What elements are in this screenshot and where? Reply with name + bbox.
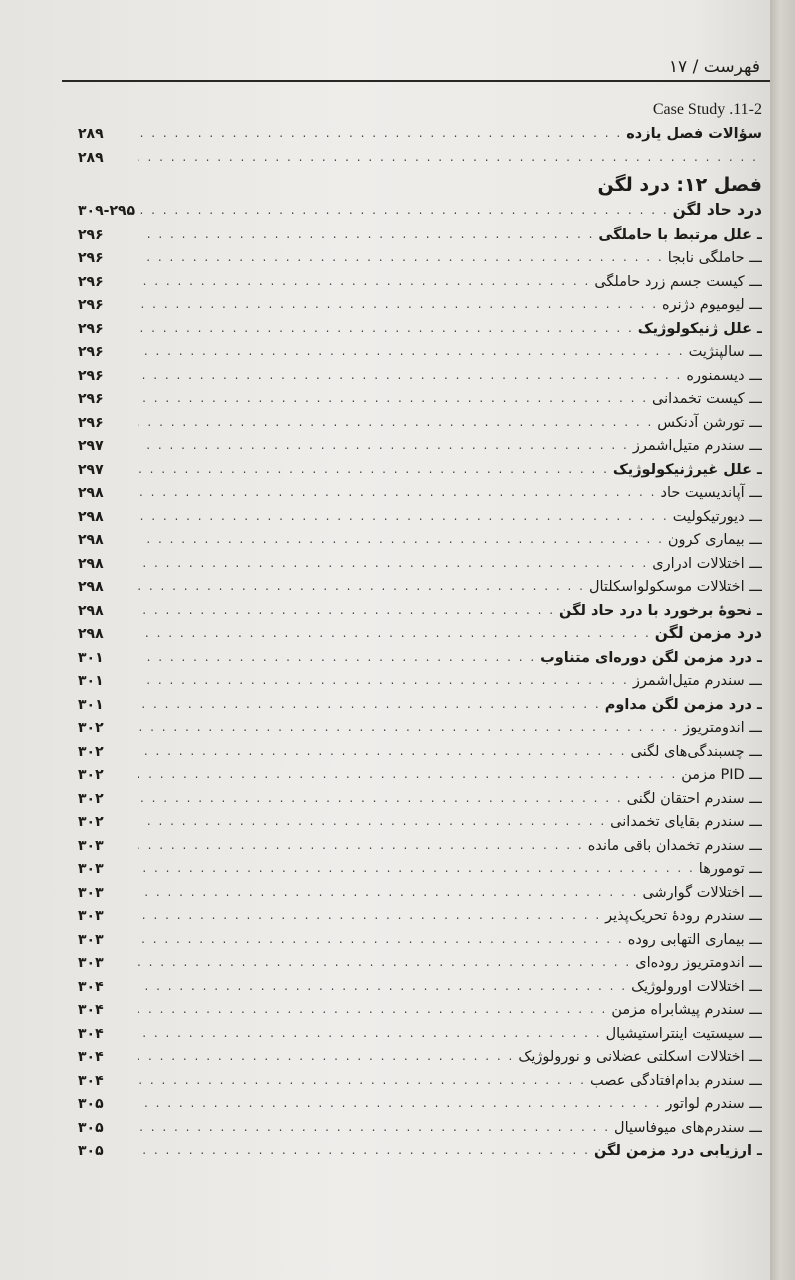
toc-entry (78, 830, 762, 854)
toc-title: ـ نحوهٔ برخورد با درد حاد لگن (559, 602, 762, 619)
toc-title: ـ علل ژنیکولوژیک (637, 320, 762, 337)
toc-page-number: ۲۹۶ (78, 320, 104, 337)
toc-entry (78, 572, 762, 596)
toc-title: ـــ سندرم رودهٔ تحریک‌پذیر (605, 908, 762, 924)
toc-entry (78, 971, 762, 995)
toc-dot-leader (138, 791, 623, 807)
toc-title: فصل ۱۲: درد لگن (597, 173, 762, 196)
toc-dot-leader (138, 885, 638, 901)
toc-entry (78, 166, 762, 196)
toc-dot-leader (138, 1002, 607, 1018)
toc-title: ـــ سندرم احتقان لگنی (626, 790, 762, 807)
toc-title: ـــ اختلالات موسکولواسکلتال (588, 579, 762, 595)
toc-entry (78, 807, 762, 831)
toc-dot-leader (138, 438, 629, 454)
toc-title: ـ ارزیابی درد مزمن لگن (594, 1143, 762, 1159)
toc-page-number: ۲۹۸ (78, 532, 104, 548)
toc-entry (78, 290, 762, 314)
toc-entry (78, 1065, 762, 1089)
toc-title: ـــ حاملگی نابجا (667, 250, 762, 266)
toc-entry (78, 877, 762, 901)
toc-dot-leader (138, 814, 606, 830)
toc-entry (78, 407, 762, 431)
toc-title: ـــ سندرم پیشابراه مزمن (611, 1002, 762, 1018)
toc-page-number: ۲۹۶ (78, 297, 104, 313)
toc-title: سؤالات فصل یازده (626, 126, 762, 142)
toc-page-number: ۲۸۹ (78, 149, 104, 166)
toc-entry (78, 1018, 762, 1042)
toc-entry (78, 1112, 762, 1136)
toc-dot-leader (138, 321, 634, 337)
toc-title: ـ درد مزمن لگن دوره‌ای متناوب (540, 649, 762, 666)
toc-page-number: ۲۹۶ (78, 344, 104, 360)
table-of-contents (78, 95, 762, 1159)
toc-title: Case Study .11-2 (652, 100, 762, 118)
toc-entry (78, 854, 762, 878)
toc-title: ـــ PID مزمن (681, 767, 762, 783)
toc-dot-leader (138, 697, 601, 713)
toc-dot-leader (138, 955, 631, 971)
toc-title: ـــ بیماری التهابی روده (627, 931, 762, 948)
toc-title: ـــ چسبندگی‌های لگنی (630, 743, 762, 760)
header-rule (62, 80, 770, 82)
toc-entry (78, 642, 762, 666)
toc-dot-leader (138, 979, 627, 995)
toc-entry (78, 313, 762, 337)
toc-page-number: ۲۹۶ (78, 226, 104, 243)
toc-entry (78, 713, 762, 737)
toc-title: ـــ دیورتیکولیت (672, 508, 762, 525)
toc-title: ـــ آپاندیسیت حاد (660, 485, 762, 501)
toc-entry (78, 266, 762, 290)
toc-entry (78, 196, 762, 220)
toc-title: درد مزمن لگن (654, 624, 762, 642)
toc-entry (78, 384, 762, 408)
toc-page-number: ۲۹۸ (78, 485, 104, 501)
toc-entry (78, 783, 762, 807)
toc-page-number: ۳۰۴ (78, 1072, 104, 1089)
toc-entry (78, 1089, 762, 1113)
toc-page-number: ۳۰۴ (78, 978, 104, 995)
toc-dot-leader (138, 227, 594, 243)
toc-entry (78, 243, 762, 267)
page-edge (770, 0, 795, 1280)
toc-title: ـ درد مزمن لگن مداوم (604, 696, 762, 713)
toc-entry (78, 142, 762, 166)
toc-page-number: ۲۹۶ (78, 367, 104, 384)
toc-page-number: ۲۹۸ (78, 626, 104, 642)
toc-page-number: ۳۰۵ (78, 1119, 104, 1136)
toc-page-number: ۲۹۸ (78, 602, 104, 619)
toc-dot-leader (138, 720, 679, 736)
toc-entry (78, 525, 762, 549)
toc-page-number: ۲۹۸ (78, 508, 104, 525)
toc-page-number: ۳۰۳ (78, 931, 104, 948)
toc-dot-leader (138, 1026, 602, 1042)
toc-title: ـــ اختلالات ادراری (652, 555, 762, 572)
toc-entry (78, 337, 762, 361)
toc-page-number: ۳۰۲ (78, 790, 104, 807)
toc-entry (78, 1042, 762, 1066)
toc-dot-leader (138, 579, 585, 595)
toc-title: ـــ کیست تخمدانی (652, 391, 762, 407)
toc-entry (78, 760, 762, 784)
toc-entry (78, 548, 762, 572)
toc-dot-leader (138, 556, 648, 572)
toc-title: ـــ تورشن آدنکس (657, 414, 762, 431)
toc-page-number: ۳۰۴ (78, 1049, 104, 1065)
toc-title: ـــ سندرم متیل‌اشمرز (632, 673, 762, 689)
toc-title: ـــ سندرم متیل‌اشمرز (632, 438, 762, 454)
toc-entry (78, 501, 762, 525)
toc-title: ـــ دیسمنوره (686, 367, 762, 384)
toc-entry (78, 595, 762, 619)
toc-page-number: ۲۸۹ (78, 126, 104, 142)
toc-title: ـــ کیست جسم زرد حاملگی (594, 273, 762, 290)
toc-entry (78, 619, 762, 643)
toc-dot-leader (138, 650, 536, 666)
toc-dot-leader (138, 509, 669, 525)
toc-entry (78, 454, 762, 478)
toc-page-number: ۲۹۶ (78, 391, 104, 407)
toc-title: ـــ بیماری کرون (667, 532, 762, 548)
toc-page-number: ۳۰۳ (78, 884, 104, 901)
toc-dot-leader (138, 1073, 586, 1089)
toc-dot-leader (138, 861, 695, 877)
toc-entry (78, 119, 762, 143)
toc-title: درد حاد لگن (672, 201, 762, 219)
toc-title: ـــ اختلالات گوارشی (642, 884, 762, 901)
toc-title: ـ علل مرتبط با حاملگی (598, 226, 762, 243)
toc-page-number: ۲۹۸ (78, 579, 104, 595)
toc-title: ـــ سالپنژیت (688, 344, 762, 360)
toc-title: ـــ سندرم بدام‌افتادگی عصب (589, 1072, 762, 1089)
toc-page-number: ۳۰۴ (78, 1025, 104, 1042)
toc-dot-leader (138, 744, 626, 760)
toc-dot-leader (138, 626, 651, 642)
toc-dot-leader (138, 1143, 590, 1159)
toc-entry (78, 219, 762, 243)
toc-page-number: ۳۰۳ (78, 837, 104, 854)
toc-page-number: ۳۰۳ (78, 861, 104, 877)
toc-page-number: ۳۰۲ (78, 743, 104, 760)
toc-title: ـــ تومورها (698, 861, 762, 877)
toc-title: ـــ سندرم لواتور (665, 1096, 762, 1112)
toc-dot-leader (138, 532, 664, 548)
header-title: فهرست / ۱۷ (668, 57, 760, 77)
toc-title: ـــ لیومیوم دژنره (662, 297, 762, 313)
toc-page-number: ۲۹۷ (78, 461, 104, 478)
toc-dot-leader (138, 250, 664, 266)
toc-title: ـــ اندومتریوز (683, 720, 762, 736)
toc-dot-leader (138, 603, 555, 619)
toc-title: ـــ اختلالات اورولوژیک (631, 978, 762, 995)
toc-page-number: ۳۰۴ (78, 1002, 104, 1018)
toc-dot-leader (138, 932, 624, 948)
toc-page-number: ۳۰۱ (78, 649, 104, 666)
toc-page-number: ۳۰۳ (78, 955, 104, 971)
toc-entry (78, 736, 762, 760)
toc-page-number: ۲۹۶ (78, 414, 104, 431)
toc-page-number: ۳۰۲ (78, 720, 104, 736)
toc-dot-leader (138, 1096, 661, 1112)
toc-dot-leader (138, 673, 629, 689)
toc-title: ـــ اختلالات اسکلتی عضلانی و نورولوژیک (518, 1049, 762, 1065)
toc-title: ـــ سندرم‌های میوفاسیال (614, 1119, 762, 1136)
toc-entry (78, 901, 762, 925)
toc-entry (78, 95, 762, 119)
toc-entry (78, 666, 762, 690)
toc-title: ـــ سندرم تخمدان باقی مانده (587, 837, 762, 854)
toc-dot-leader (138, 203, 669, 219)
toc-entry (78, 431, 762, 455)
toc-dot-leader (138, 1049, 514, 1065)
toc-dot-leader (138, 415, 653, 431)
toc-entry (78, 360, 762, 384)
toc-entry (78, 948, 762, 972)
toc-page-number: ۳۰۱ (78, 673, 104, 689)
toc-title: ـــ سیستیت اینتراستیشیال (605, 1025, 762, 1042)
toc-page-number: ۲۹۶ (78, 250, 104, 266)
toc-dot-leader (138, 462, 609, 478)
toc-dot-leader (138, 908, 601, 924)
toc-entry (78, 1136, 762, 1160)
toc-page-number: ۲۹۷ (78, 438, 104, 454)
toc-entry (78, 924, 762, 948)
toc-dot-leader (138, 150, 758, 166)
toc-dot-leader (138, 126, 622, 142)
toc-dot-leader (138, 1120, 610, 1136)
toc-page-number: ۳۰۱ (78, 696, 104, 713)
toc-page-number: ۲۹۸ (78, 555, 104, 572)
toc-title: ـــ سندرم بقایای تخمدانی (610, 814, 762, 830)
toc-page-number: ۲۹۶ (78, 273, 104, 290)
toc-title: ـ علل غیرژنیکولوژیک (612, 461, 762, 478)
toc-entry (78, 995, 762, 1019)
toc-title: ـــ اندومتریوز روده‌ای (635, 955, 762, 971)
toc-dot-leader (138, 767, 677, 783)
toc-page-number: ۳۰۳ (78, 908, 104, 924)
toc-page-number: ۳۰۲ (78, 814, 104, 830)
toc-page-number: ۳۰۵ (78, 1096, 104, 1112)
toc-dot-leader (138, 274, 590, 290)
toc-dot-leader (138, 485, 656, 501)
toc-dot-leader (138, 344, 685, 360)
toc-entry (78, 689, 762, 713)
toc-dot-leader (138, 368, 682, 384)
toc-page-number: ۳۰۹-۲۹۵ (78, 203, 136, 219)
toc-dot-leader (138, 838, 584, 854)
toc-dot-leader (138, 391, 648, 407)
toc-dot-leader (138, 297, 658, 313)
toc-page-number: ۳۰۵ (78, 1143, 104, 1159)
toc-entry (78, 478, 762, 502)
toc-page-number: ۳۰۲ (78, 767, 104, 783)
